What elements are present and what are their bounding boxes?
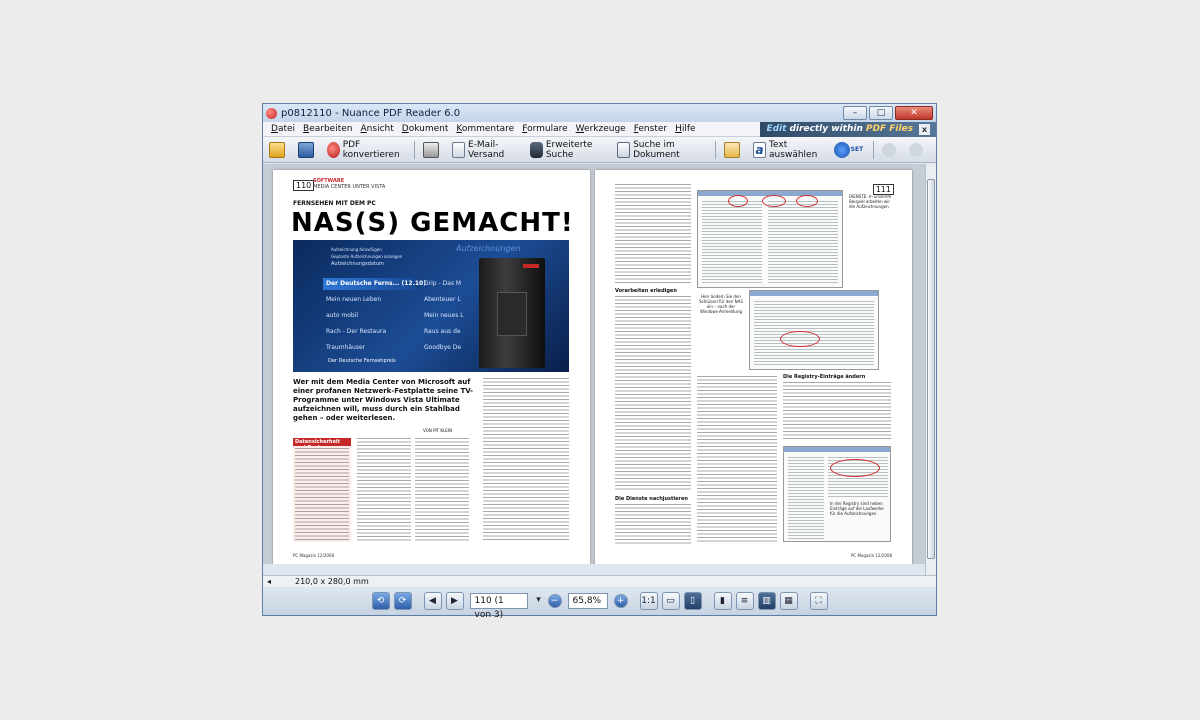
ad-suffix: PDF Files: [865, 124, 913, 134]
mc-menu-item: Geplante Aufzeichnungen anzeigen: [331, 254, 403, 259]
document-view[interactable]: [263, 164, 936, 564]
single-page-button[interactable]: ▮: [714, 592, 732, 610]
previous-page-button[interactable]: ◀: [424, 592, 442, 610]
folder-icon: [269, 142, 285, 158]
section-sub-label: MEDIA CENTER UNTER VISTA: [313, 184, 386, 190]
toolbar-separator: [873, 141, 874, 159]
text-column-2: [415, 438, 469, 542]
undo-button[interactable]: [882, 143, 899, 157]
section-label: SOFTWARE: [313, 178, 345, 184]
page-number: 110: [293, 180, 314, 191]
text-column-1: [615, 184, 691, 284]
highlight-circle: [796, 195, 818, 207]
image-caption: Der Deutsche Fernsehpreis: [328, 358, 396, 364]
email-label: E-Mail-Versand: [467, 139, 505, 160]
side-caption-3: In der Registry sind neben Einträge auf die Laufwerke für die Aufzeichnungen: [830, 501, 884, 516]
mc-menu-item: Aufzeichnungsdatum: [331, 261, 384, 267]
maximize-button[interactable]: □: [869, 106, 893, 120]
highlight-circle: [830, 459, 880, 477]
rotate-cw-button[interactable]: ⟳: [394, 592, 412, 610]
text-column-1c: [615, 504, 691, 544]
print-button[interactable]: [423, 142, 442, 158]
text-column-2: [697, 376, 777, 544]
mc-row-right: Raus aus de: [424, 328, 461, 335]
window-title: p0812110 - Nuance PDF Reader 6.0: [281, 107, 461, 119]
text-column-3: [783, 382, 891, 440]
facing-pages-button[interactable]: ▥: [758, 592, 776, 610]
subhead-registry: Die Registry-Einträge ändern: [783, 374, 866, 380]
infobox-text-lines: [295, 448, 349, 540]
set-label: SET: [850, 146, 864, 153]
save-button[interactable]: [298, 142, 317, 158]
advanced-search-button[interactable]: [530, 140, 607, 160]
zoom-in-button[interactable]: +: [614, 594, 628, 608]
ad-middle: directly within: [789, 124, 863, 134]
screenshot-registry: [783, 446, 891, 542]
vertical-scrollbar[interactable]: [925, 164, 936, 575]
fit-page-button[interactable]: ▭: [662, 592, 680, 610]
screenshot-title-bar: [784, 447, 890, 452]
infobox-title: Datensicherheit: [293, 438, 351, 452]
vertical-scroll-thumb[interactable]: [927, 179, 935, 559]
text-column-1b: [615, 296, 691, 492]
email-button[interactable]: [452, 140, 520, 160]
mc-row-right: Goodbye De: [424, 344, 462, 351]
set-button[interactable]: [834, 142, 864, 158]
article-headline: NAS(S) GEMACHT!: [291, 208, 574, 238]
side-caption-2: Hier ändern Sie den Schlüssel für den NAS ein – nach der Windows-Anmeldung: [699, 294, 743, 314]
mc-row-selected: Der Deutsche Ferns... (12.10): [323, 278, 415, 290]
page-size-readout: 210,0 x 280,0 mm: [295, 577, 369, 586]
save-icon: [298, 142, 314, 158]
mc-row: Mein neuen Leben: [326, 296, 382, 303]
toolbar-separator: [414, 141, 415, 159]
main-toolbar: [263, 137, 936, 163]
menu-bearbeiten[interactable]: Bearbeiten: [303, 124, 353, 134]
set-icon: [834, 142, 850, 158]
menu-fenster[interactable]: Fenster: [633, 124, 668, 134]
article-byline: VON PIT KLEIN: [423, 428, 452, 433]
open-button[interactable]: [269, 142, 288, 158]
pdf-reader-window: [262, 103, 937, 620]
zoom-out-button[interactable]: −: [548, 594, 562, 608]
mc-tag: Aufzeichnungen: [456, 244, 521, 253]
nas-front-panel: [497, 292, 527, 336]
hand-tool-button[interactable]: [724, 142, 743, 158]
menu-formulare[interactable]: Formulare: [522, 124, 568, 134]
navigation-toolbar: [263, 587, 936, 620]
page-number-field[interactable]: 110 (1 von 3): [470, 593, 528, 609]
screenshot-title-bar: [750, 291, 878, 296]
hand-icon: [724, 142, 740, 158]
page-footer: PC Magazin 12/2008: [850, 553, 892, 558]
ad-close-button[interactable]: x: [919, 124, 930, 135]
screenshot-lines: [702, 201, 762, 285]
page-dropdown-icon[interactable]: ▾: [536, 595, 541, 605]
document-search-label: Suche im Dokument: [633, 139, 680, 160]
select-text-button[interactable]: [753, 140, 824, 160]
nas-brand-badge: [523, 264, 539, 268]
page-left: [273, 170, 590, 564]
mc-row-right: Mein neues L: [424, 312, 464, 319]
app-logo-icon: [266, 108, 277, 119]
find-icon: [617, 142, 630, 158]
nas-device-image: [479, 258, 545, 368]
page-footer: PC Magazin 12/2008: [293, 553, 335, 558]
screenshot-services: [697, 190, 843, 288]
ad-prefix: Edit: [766, 124, 787, 134]
side-caption-1: DIENSTE: In unserem Beispiel arbeiten wir die Aufzeichnungen: [849, 194, 892, 209]
menu-werkzeuge[interactable]: Werkzeuge: [575, 124, 626, 134]
printer-icon: [423, 142, 439, 158]
mc-row-right: Grip - Das M: [424, 280, 462, 287]
ad-banner[interactable]: [760, 122, 936, 137]
convert-pdf-button[interactable]: [327, 140, 404, 160]
mail-icon: [452, 142, 465, 158]
fullscreen-button[interactable]: ⛶: [810, 592, 828, 610]
subhead-vorarbeiten: Vorarbeiten erledigen: [615, 288, 677, 294]
status-bar: [263, 575, 936, 587]
menu-dokument[interactable]: Dokument: [401, 124, 449, 134]
redo-button[interactable]: [909, 143, 926, 157]
article-kicker: FERNSEHEN MIT DEM PC: [293, 200, 376, 207]
screenshot-lines: [768, 201, 838, 285]
mc-row: Traumhäuser: [326, 344, 366, 351]
close-button[interactable]: ✕: [895, 106, 933, 120]
redo-icon: [909, 143, 923, 157]
actual-size-button[interactable]: 1:1: [640, 592, 658, 610]
zoom-field[interactable]: 65,8%: [568, 593, 608, 609]
undo-icon: [882, 143, 896, 157]
select-text-label: Text auswählen: [769, 139, 818, 160]
minimize-button[interactable]: –: [843, 106, 867, 120]
highlight-circle: [780, 331, 820, 347]
menu-ansicht[interactable]: Ansicht: [360, 124, 394, 134]
mc-row: auto mobil: [326, 312, 359, 319]
menu-bar: [263, 122, 936, 137]
text-select-icon: a: [753, 142, 766, 158]
next-page-button[interactable]: ▶: [446, 592, 464, 610]
pdf-convert-icon: [327, 142, 340, 158]
advanced-search-label: Erweiterte Suche: [545, 139, 593, 160]
article-lead: Wer mit dem Media Center von Microsoft auf einer profanen Netzwerk-Festplatte seine TV-Programme unter Windows Vista Ultimate aufzeichnen will, muss durch ein Stahlbad gehen – oder weiterlesen.: [293, 378, 474, 422]
document-search-button[interactable]: [617, 140, 705, 160]
rotate-ccw-button[interactable]: ⟲: [372, 592, 390, 610]
media-center-image: [293, 240, 569, 372]
fit-width-button[interactable]: ▯: [684, 592, 702, 610]
mc-menu-item: Aufzeichnung hinzufügen: [331, 247, 382, 252]
highlight-circle: [728, 195, 748, 207]
menu-hilfe[interactable]: Hilfe: [675, 124, 696, 134]
toolbar-separator: [715, 141, 716, 159]
mc-row: Rach - Der Restaura: [326, 328, 387, 335]
highlight-circle: [762, 195, 786, 207]
screenshot-settings: [749, 290, 879, 370]
mc-row-right: Abenteuer L: [424, 296, 461, 303]
screenshot-lines: [788, 457, 824, 539]
text-column-1: [357, 438, 411, 542]
menu-kommentare[interactable]: Kommentare: [456, 124, 515, 134]
binoculars-icon: [530, 142, 543, 158]
menu-datei[interactable]: Datei: [271, 124, 296, 134]
subhead-dienste: Die Dienste nachjustieren: [615, 496, 688, 502]
infobox-body: [293, 446, 351, 542]
page-right: [595, 170, 912, 564]
title-bar[interactable]: [263, 104, 936, 122]
page-number: 111: [873, 184, 894, 195]
continuous-facing-button[interactable]: ▦: [780, 592, 798, 610]
convert-label: PDF konvertieren: [342, 139, 400, 160]
status-left-arrow-icon[interactable]: ◂: [267, 577, 272, 586]
text-column-3: [483, 378, 569, 542]
continuous-page-button[interactable]: ≡: [736, 592, 754, 610]
